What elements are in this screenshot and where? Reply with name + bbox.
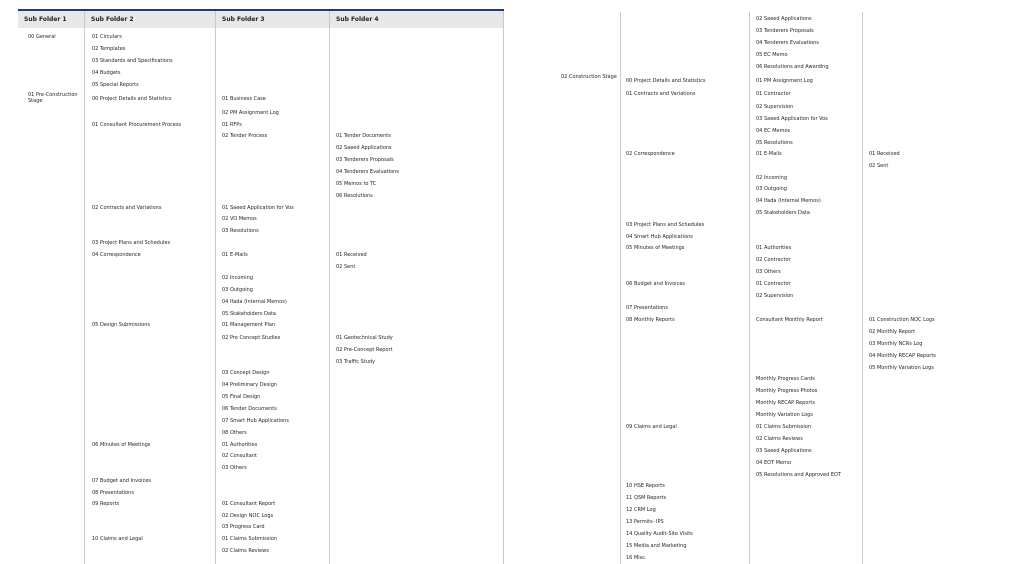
folder-cell: Monthly Variation Logs: [756, 412, 813, 418]
folder-cell: 05 Minutes of Meetings: [626, 245, 685, 251]
folder-cell: 04 Preliminary Design: [222, 382, 278, 388]
header-sub-folder-1: Sub Folder 1: [18, 11, 84, 28]
folder-cell: 00 Project Details and Statistics: [92, 96, 172, 102]
folder-cell: 02 Pre-Concept Report: [336, 347, 393, 353]
column-divider: [215, 11, 216, 564]
left-page: [18, 0, 504, 564]
folder-cell: 04 Correspondence: [92, 252, 141, 258]
folder-cell: Consultant Monthly Report: [756, 317, 823, 323]
folder-cell: 03 Monthly NCRs Log: [869, 341, 923, 347]
folder-cell: 01 Contractor: [756, 281, 791, 287]
folder-cell: 03 Others: [756, 269, 781, 275]
folder-cell: 02 Monthly Report: [869, 329, 916, 335]
folder-cell: 03 Project Plans and Schedules: [92, 240, 171, 246]
folder-cell: 03 Saeed Application for Vos: [756, 116, 828, 122]
folder-cell: 02 Incoming: [756, 175, 788, 181]
folder-cell: Monthly Progress Cards: [756, 376, 815, 382]
folder-cell: 02 Sent: [869, 163, 889, 169]
folder-cell: 01 Pre-Construction Stage: [28, 92, 78, 104]
folder-cell: 02 Consultant: [222, 453, 257, 459]
column-divider: [329, 11, 330, 564]
folder-cell: 02 Correspondence: [626, 151, 675, 157]
folder-cell: 02 Templates: [92, 46, 126, 52]
folder-cell: 08 Presentations: [92, 490, 134, 496]
folder-cell: Monthly RECAP Reports: [756, 400, 815, 406]
folder-cell: 04 EOT Memo: [756, 460, 792, 466]
folder-cell: 02 Design NOC Logs: [222, 513, 274, 519]
folder-cell: 06 Resolutions: [336, 193, 373, 199]
folder-cell: 08 Monthly Reports: [626, 317, 675, 323]
folder-cell: 03 Saeed Applications: [756, 448, 812, 454]
folder-cell: 06 Resolutions and Awarding: [756, 64, 829, 70]
folder-cell: 03 Outgoing: [756, 186, 787, 192]
folder-cell: 02 Contracts and Variations: [92, 205, 162, 211]
folder-cell: 05 Stakeholders Data: [756, 210, 810, 216]
folder-cell: 01 Circulars: [92, 34, 122, 40]
folder-cell: 00 General: [28, 34, 56, 40]
folder-cell: 02 Tender Process: [222, 133, 268, 139]
folder-cell: 01 E-Mails: [222, 252, 248, 258]
folder-cell: 01 Tender Documents: [336, 133, 391, 139]
folder-cell: 03 Tenderers Proposals: [756, 28, 814, 34]
folder-cell: 03 Progress Card: [222, 524, 265, 530]
folder-cell: 02 Claims Reviews: [756, 436, 803, 442]
folder-cell: 06 Minutes of Meetings: [92, 442, 151, 448]
folder-cell: 02 PM Assignment Log: [222, 110, 279, 116]
folder-cell: 16 Misc.: [626, 555, 647, 561]
folder-cell: 01 Geotechnical Study: [336, 335, 393, 341]
folder-cell: 01 Claims Submission: [222, 536, 277, 542]
folder-cell: 02 Contractor: [756, 257, 791, 263]
folder-cell: 07 Budget and Invoices: [92, 478, 152, 484]
folder-cell: 02 Saeed Applications: [336, 145, 392, 151]
folder-cell: 02 Sent: [336, 264, 356, 270]
right-page: [556, 0, 976, 564]
header-sub-folder-3: Sub Folder 3: [216, 11, 329, 28]
folder-cell: 00 Project Details and Statistics: [626, 78, 706, 84]
folder-cell: 01 Authorities: [756, 245, 792, 251]
folder-cell: 01 PM Assignment Log: [756, 78, 813, 84]
folder-cell: 06 Budget and Invoices: [626, 281, 686, 287]
folder-cell: 01 Construction NOC Logs: [869, 317, 935, 323]
folder-cell: 01 Received: [869, 151, 900, 157]
folder-cell: 04 Ifada (Internal Memos): [756, 198, 821, 204]
folder-cell: 01 E-Mails: [756, 151, 782, 157]
folder-cell: 02 Supervision: [756, 293, 794, 299]
column-divider: [862, 12, 863, 564]
folder-cell: 04 Monthly RECAP Reports: [869, 353, 936, 359]
column-divider: [749, 12, 750, 564]
folder-cell: 01 Claims Submission: [756, 424, 811, 430]
folder-cell: 06 Tender Documents: [222, 406, 277, 412]
folder-cell: 01 Contracts and Variations: [626, 91, 696, 97]
folder-cell: 04 EC Memos: [756, 128, 791, 134]
folder-cell: 05 Resolutions and Approved EOT: [756, 472, 841, 478]
folder-cell: 05 Final Design: [222, 394, 261, 400]
folder-cell: 05 EC Memo: [756, 52, 788, 58]
folder-cell: 03 Concept Design: [222, 370, 270, 376]
folder-cell: 04 Smart Hub Applications: [626, 234, 693, 240]
folder-cell: 05 Design Submissions: [92, 322, 151, 328]
folder-cell: 04 Ifada (Internal Memos): [222, 299, 287, 305]
folder-cell: 10 HSE Reports: [626, 483, 665, 489]
folder-cell: 11 QSM Reports: [626, 495, 667, 501]
folder-cell: 04 Tenderers Evaluations: [756, 40, 819, 46]
column-divider: [84, 11, 85, 564]
column-divider: [503, 11, 504, 564]
header-sub-folder-4: Sub Folder 4: [330, 11, 504, 28]
folder-cell: 05 Memos to TC: [336, 181, 377, 187]
folder-cell: 09 Reports: [92, 501, 120, 507]
folder-cell: 09 Claims and Legal: [626, 424, 677, 430]
folder-cell: 08 Others: [222, 430, 247, 436]
folder-cell: 03 Tenderers Proposals: [336, 157, 394, 163]
folder-cell: 01 Business Case: [222, 96, 266, 102]
folder-cell: 13 Permits- IPS: [626, 519, 664, 525]
folder-cell: 01 Authorities: [222, 442, 258, 448]
column-divider: [620, 12, 621, 564]
folder-cell: 01 Management Plan: [222, 322, 276, 328]
folder-cell: 03 Outgoing: [222, 287, 253, 293]
folder-cell: 01 Saeed Application for Vos: [222, 205, 294, 211]
folder-cell: 02 VO Memos: [222, 216, 257, 222]
folder-cell: 04 Tenderers Evaluations: [336, 169, 399, 175]
header-sub-folder-2: Sub Folder 2: [85, 11, 215, 28]
folder-cell: 01 Received: [336, 252, 367, 258]
folder-cell: 05 Stakeholders Data: [222, 311, 276, 317]
folder-cell: 02 Supervision: [756, 104, 794, 110]
folder-cell: 01 Consultant Procurement Process: [92, 122, 182, 128]
folder-cell: 02 Incoming: [222, 275, 254, 281]
folder-cell: 02 Pre Concept Studies: [222, 335, 281, 341]
folder-cell: 05 Monthly Variation Logs: [869, 365, 934, 371]
folder-cell: Monthly Progress Photos: [756, 388, 818, 394]
folder-cell: 04 Budgets: [92, 70, 121, 76]
folder-cell: 01 Contractor: [756, 91, 791, 97]
folder-cell: 02 Construction Stage: [561, 74, 617, 80]
folder-cell: 03 Traffic Study: [336, 359, 375, 365]
folder-cell: 01 Consultant Report: [222, 501, 276, 507]
folder-cell: 05 Resolutions: [756, 140, 793, 146]
folder-cell: 03 Resolutions: [222, 228, 259, 234]
folder-cell: 12 CRM Log: [626, 507, 656, 513]
folder-cell: 01 RFPs: [222, 122, 242, 128]
folder-cell: 15 Media and Marketing: [626, 543, 687, 549]
folder-cell: 10 Claims and Legal: [92, 536, 143, 542]
folder-cell: 07 Smart Hub Applications: [222, 418, 289, 424]
folder-cell: 05 Special Reports: [92, 82, 139, 88]
folder-cell: 02 Saeed Applications: [756, 16, 812, 22]
folder-cell: 14 Quality Audit-Site Visits: [626, 531, 693, 537]
folder-cell: 02 Claims Reviews: [222, 548, 269, 554]
folder-cell: 03 Project Plans and Schedules: [626, 222, 705, 228]
folder-cell: 03 Standards and Specifications: [92, 58, 173, 64]
folder-cell: 03 Others: [222, 465, 247, 471]
folder-cell: 07 Presentations: [626, 305, 668, 311]
